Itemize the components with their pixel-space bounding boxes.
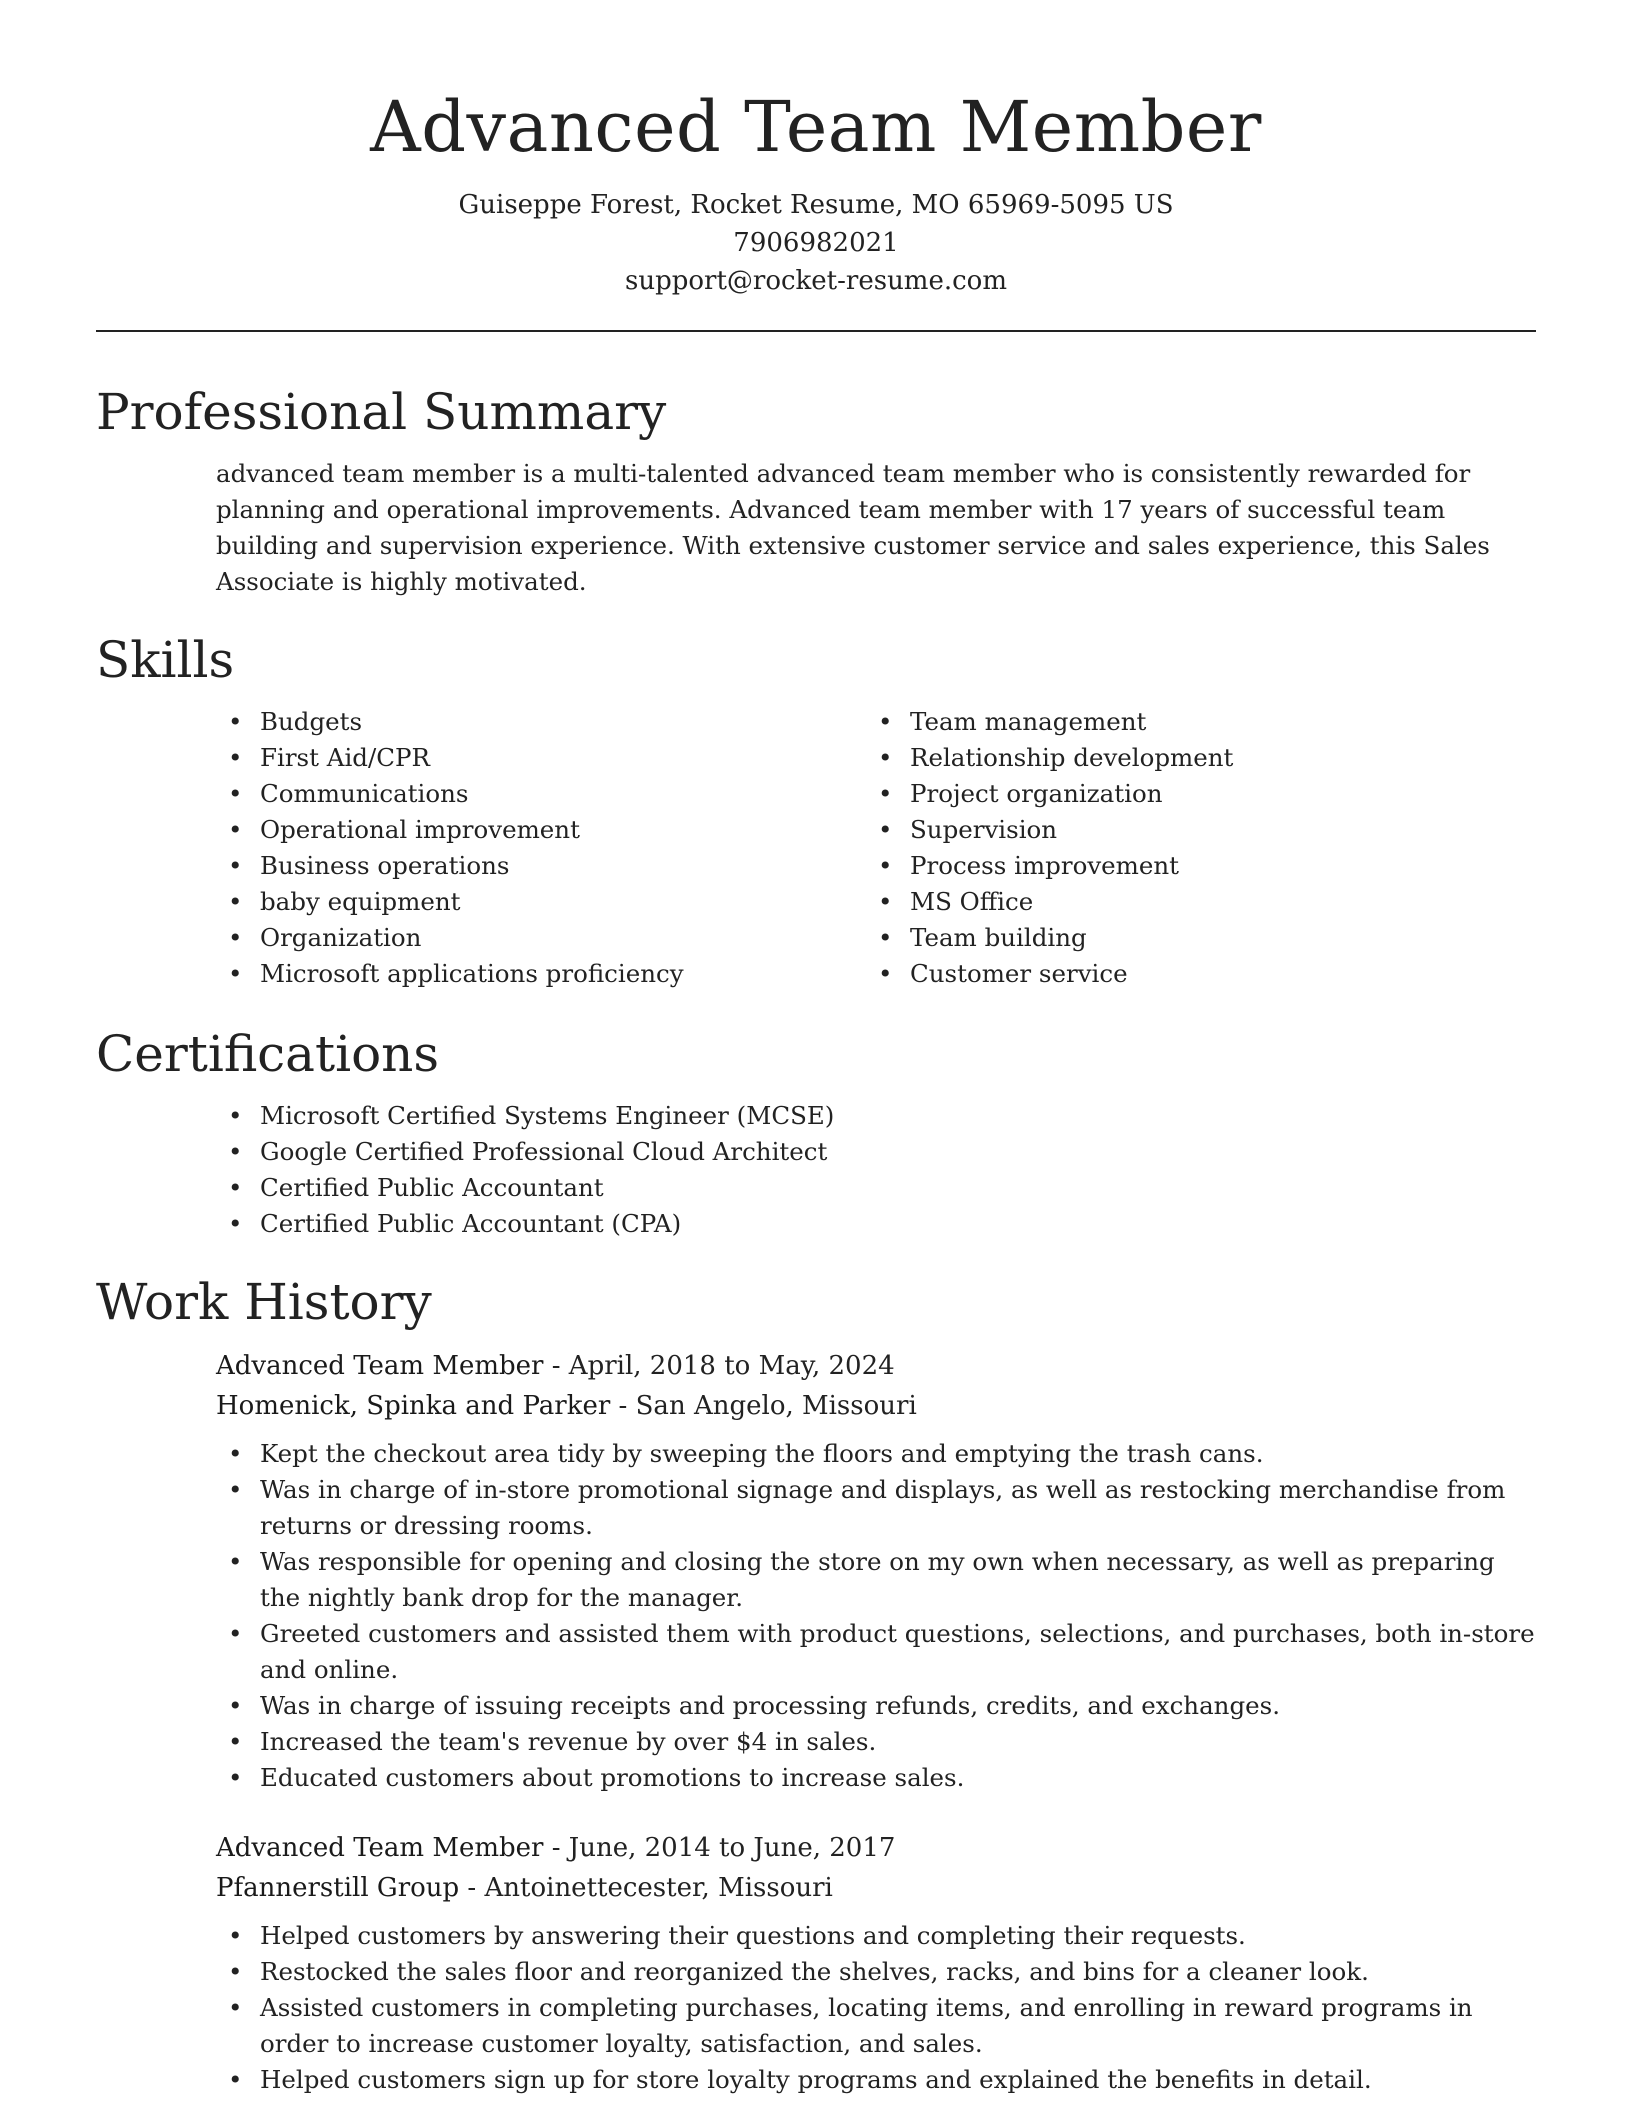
job-bullet [216,1544,1536,1616]
skill-label: baby equipment [260,887,461,916]
skill-label: Microsoft applications proficiency [260,959,684,988]
skill-item [866,776,1516,812]
skill-label: Team building [910,923,1087,952]
job-bullet [216,1688,1536,1724]
skill-label: Budgets [260,707,363,736]
job-bullet [216,1990,1536,2062]
work-history-section [96,1270,1536,2098]
skill-item [216,956,866,992]
bullet-icon: • [228,743,243,772]
job-role: Advanced Team Member [216,1833,544,1863]
header-divider [96,330,1536,332]
job-bullet-text: Assisted customers in completing purchases, locating items, and enrolling in reward programs in order to increase customer loyalty, satisfaction, and sales. [260,1993,1473,2058]
skill-label: Communications [260,779,469,808]
job-bullet-text: Restocked the sales floor and reorganized the shelves, racks, and bins for a cleaner look. [260,1957,1369,1986]
bullet-icon: • [878,959,893,988]
certifications-list [216,1098,1536,1242]
bullet-icon: • [228,1137,243,1166]
skill-label: MS Office [910,887,1034,916]
certification-label: Google Certified Professional Cloud Architect [260,1137,828,1166]
skills-column-right [866,704,1516,992]
job-title-line [216,1346,1536,1386]
skill-label: Project organization [910,779,1163,808]
bullet-icon: • [228,815,243,844]
bullet-icon: • [228,1209,243,1238]
job-bullet [216,1954,1536,1990]
job-bullet-text: Kept the checkout area tidy by sweeping the floors and emptying the trash cans. [260,1439,1264,1468]
skills-list-left [216,704,866,992]
bullet-icon: • [228,1763,243,1792]
bullet-icon: • [228,1691,243,1720]
bullet-icon: • [228,1957,243,1986]
job-bullet [216,1724,1536,1760]
bullet-icon: • [228,923,243,952]
skills-heading: Skills [96,631,235,689]
bullet-icon: • [878,923,893,952]
certifications-section [96,1022,1536,1242]
skill-label: Process improvement [910,851,1180,880]
job-company-line [216,1386,1536,1426]
job-company: Homenick, Spinka and Parker [216,1391,611,1421]
job-dates: April, 2018 to May, 2024 [568,1351,895,1381]
job-bullet-text: Helped customers by answering their questions and completing their requests. [260,1921,1246,1950]
bullet-icon: • [228,1101,243,1130]
skill-label: First Aid/CPR [260,743,430,772]
bullet-icon: • [228,1173,243,1202]
job-dates: June, 2014 to June, 2017 [568,1833,896,1863]
resume-page [96,0,1536,2094]
separator: - [459,1873,485,1903]
bullet-icon: • [228,707,243,736]
bullet-icon: • [228,1993,243,2022]
skills-list-right [866,704,1516,992]
job-bullet [216,1918,1536,1954]
bullet-icon: • [228,959,243,988]
contact-email: support@rocket-resume.com [624,266,1007,296]
job-bullet [216,1436,1536,1472]
bullet-icon: • [228,1727,243,1756]
skill-item [216,776,866,812]
skill-item [216,884,866,920]
skill-label: Customer service [910,959,1128,988]
job-bullet-text: Increased the team's revenue by over $4 in sales. [260,1727,877,1756]
certification-label: Certified Public Accountant [260,1173,604,1202]
job-role: Advanced Team Member [216,1351,544,1381]
certifications-heading: Certifications [96,1025,440,1083]
contact-address: Guiseppe Forest, Rocket Resume, MO 65969-5095 US [458,190,1174,220]
job-bullet-text: Was in charge of in-store promotional signage and displays, as well as restocking merchandise from returns or dressing rooms. [260,1475,1506,1540]
candidate-name: Advanced Team Member [370,86,1262,168]
bullet-icon: • [228,1439,243,1468]
skill-label: Business operations [260,851,510,880]
job-bullet [216,1760,1536,1796]
job-company-line [216,1868,1536,1908]
job-bullet-list [216,1436,1536,1796]
certification-item [216,1206,1536,1242]
certification-item [216,1170,1536,1206]
job-bullet-text: Helped customers sign up for store loyalty programs and explained the benefits in detail. [260,2065,1372,2094]
work-history-heading: Work History [96,1273,432,1331]
skill-item [866,956,1516,992]
contact-block [96,186,1536,300]
skill-item [216,740,866,776]
separator: - [543,1833,569,1863]
summary-heading: Professional Summary [96,383,667,441]
certification-item [216,1098,1536,1134]
summary-section [96,380,1536,600]
separator: - [543,1351,569,1381]
skills-columns [216,704,1536,992]
bullet-icon: • [228,1475,243,1504]
skill-label: Relationship development [910,743,1234,772]
job-entry [96,1828,1536,2098]
separator: - [610,1391,636,1421]
bullet-icon: • [228,2065,243,2094]
job-bullet [216,1616,1536,1688]
skill-item [866,848,1516,884]
skill-item [866,920,1516,956]
bullet-icon: • [878,887,893,916]
job-location: San Angelo, Missouri [635,1391,917,1421]
skill-item [866,812,1516,848]
skill-item [216,848,866,884]
job-bullet [216,1472,1536,1544]
job-location: Antoinettecester, Missouri [484,1873,833,1903]
job-title-line [216,1828,1536,1868]
job-bullet-text: Greeted customers and assisted them with product questions, selections, and purchases, both in-store and online. [260,1619,1535,1684]
bullet-icon: • [228,779,243,808]
job-bullet-text: Educated customers about promotions to increase sales. [260,1763,965,1792]
skills-section [96,628,1536,992]
bullet-icon: • [878,851,893,880]
bullet-icon: • [228,1921,243,1950]
job-company: Pfannerstill Group [216,1873,460,1903]
certification-item [216,1134,1536,1170]
job-entry [96,1346,1536,1796]
job-bullet-text: Was responsible for opening and closing the store on my own when necessary, as well as preparing the nightly bank drop for the manager. [260,1547,1495,1612]
skills-column-left [216,704,866,992]
skill-item [866,884,1516,920]
resume-header [96,0,1536,332]
skill-item [866,740,1516,776]
bullet-icon: • [878,707,893,736]
bullet-icon: • [878,743,893,772]
bullet-icon: • [228,851,243,880]
skill-item [216,812,866,848]
skill-label: Team management [910,707,1147,736]
bullet-icon: • [878,815,893,844]
skill-label: Supervision [910,815,1058,844]
job-bullet-text: Was in charge of issuing receipts and processing refunds, credits, and exchanges. [260,1691,1280,1720]
bullet-icon: • [878,779,893,808]
summary-text: advanced team member is a multi-talented advanced team member who is consistently rewarded for planning and operational improvements. Advanced team member with 17 years of successful team building and supervision experience. With extensive customer service and sales experience, this Sales Associate is highly motivated. [216,459,1490,596]
skill-label: Operational improvement [260,815,580,844]
contact-phone: 7906982021 [733,228,899,258]
job-bullet [216,2062,1536,2098]
skill-item [216,704,866,740]
certification-label: Microsoft Certified Systems Engineer (MCSE) [260,1101,835,1130]
job-bullet-list [216,1918,1536,2098]
skill-item [216,920,866,956]
bullet-icon: • [228,1619,243,1648]
skill-item [866,704,1516,740]
skill-label: Organization [260,923,422,952]
bullet-icon: • [228,1547,243,1576]
certification-label: Certified Public Accountant (CPA) [260,1209,682,1238]
bullet-icon: • [228,887,243,916]
